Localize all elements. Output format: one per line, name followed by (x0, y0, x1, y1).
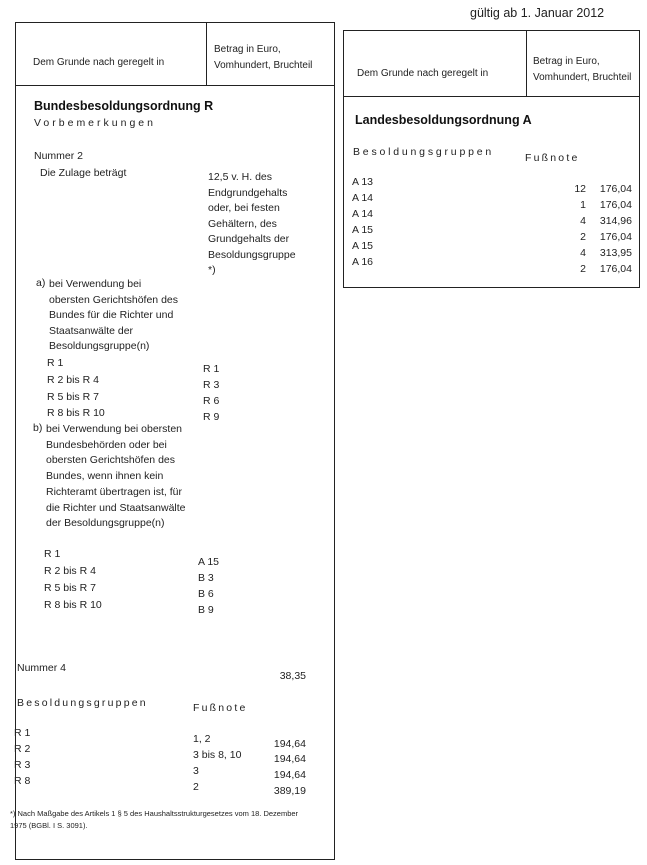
right-footnote: 4 (580, 215, 586, 227)
a-row-ref: R 1 (203, 363, 220, 375)
right-footnote: 1 (580, 199, 586, 211)
right-footnote: 2 (580, 231, 586, 243)
left-row-group: R 3 (14, 759, 31, 771)
left-table-title: Bundesbesoldungsordnung R (34, 99, 214, 113)
b-row-group: R 2 bis R 4 (44, 565, 96, 577)
right-table-header-divider (343, 96, 639, 97)
nummer4-label: Nummer 4 (17, 662, 67, 674)
left-table-column-divider (206, 22, 207, 85)
left-table-footnote: *) Nach Maßgabe des Artikels 1 § 5 des Haushaltsstrukturgesetzes vom 18. Dezember 1975 (BGBl. I S. 3091). (10, 809, 299, 830)
right-amount: 314,96 (599, 215, 632, 227)
right-header-regulated-in: Dem Grunde nach geregelt in (357, 68, 489, 79)
right-header-amount: Betrag in Euro, Vomhundert, Bruchteil (533, 56, 632, 83)
right-table-title: Landesbesoldungsordnung A (355, 113, 532, 127)
a-row-group: R 2 bis R 4 (47, 374, 99, 386)
left-header-regulated-in: Dem Grunde nach geregelt in (33, 57, 165, 68)
left-row-amount: 194,64 (273, 769, 306, 781)
left-row-amount: 194,64 (273, 753, 306, 765)
b-row-ref: B 3 (198, 572, 214, 584)
right-amount: 176,04 (599, 263, 632, 275)
a-row-group: R 5 bis R 7 (47, 391, 99, 403)
nummer2-a-marker: a) (36, 277, 46, 289)
right-footnote: 4 (580, 247, 586, 259)
right-amount: 176,04 (599, 183, 632, 195)
nummer2-intro: Die Zulage beträgt (40, 167, 127, 179)
right-group: A 15 (352, 224, 374, 236)
left-row-footnote: 1, 2 (193, 733, 211, 745)
right-group: A 16 (352, 256, 374, 268)
right-footnote-header: Fußnote (525, 152, 580, 164)
a-row-group: R 1 (47, 357, 64, 369)
b-row-ref: B 9 (198, 604, 214, 616)
nummer2-a-text: bei Verwendung bei obersten Gerichtshöfen des Bundes für die Richter und Staatsanwälte der Besoldungsgruppe(n) (49, 278, 178, 352)
a-row-ref: R 6 (203, 395, 220, 407)
right-table-column-divider (526, 30, 527, 96)
right-group: A 13 (352, 176, 374, 188)
a-row-ref: R 3 (203, 379, 220, 391)
left-row-amount: 389,19 (273, 785, 306, 797)
right-footnote: 2 (580, 263, 586, 275)
a-row-group: R 8 bis R 10 (47, 407, 105, 419)
left-table-subtitle: Vorbemerkungen (34, 117, 156, 129)
b-row-group: R 8 bis R 10 (44, 599, 102, 611)
right-groups-header: Besoldungsgruppen (353, 146, 495, 158)
left-row-group: R 1 (14, 727, 31, 739)
right-amount: 313,95 (599, 247, 632, 259)
right-group: A 15 (352, 240, 374, 252)
left-groups-header: Besoldungsgruppen (17, 697, 148, 709)
b-row-group: R 5 bis R 7 (44, 582, 96, 594)
b-row-ref: B 6 (198, 588, 214, 600)
b-row-group: R 1 (44, 548, 61, 560)
left-row-footnote: 3 (193, 765, 199, 777)
right-group: A 14 (352, 208, 374, 220)
b-row-ref: A 15 (198, 556, 220, 568)
left-row-amount: 194,64 (273, 738, 306, 750)
nummer2-amount-text: 12,5 v. H. des Endgrundgehalts oder, bei festen Gehältern, des Grundgehalts der Besoldungsgruppe *) (208, 171, 296, 276)
nummer2-b-text: bei Verwendung bei obersten Bundesbehörden oder bei obersten Gerichtshöfen des Bundes, wenn ihnen kein Richteramt übertragen ist, für die Richter und Staatsanwälte der Besoldungsgruppe(n) (46, 423, 186, 530)
left-header-amount: Betrag in Euro, Vomhundert, Bruchteil (214, 44, 313, 71)
left-table-header-divider (15, 85, 334, 86)
left-row-footnote: 3 bis 8, 10 (193, 749, 242, 761)
right-amount: 176,04 (599, 231, 632, 243)
left-row-footnote: 2 (193, 781, 199, 793)
right-footnote: 12 (574, 183, 586, 195)
left-row-group: R 8 (14, 775, 31, 787)
nummer4-amount: 38,35 (279, 670, 306, 682)
right-group: A 14 (352, 192, 374, 204)
left-footnote-header: Fußnote (193, 702, 248, 714)
right-amount: 176,04 (599, 199, 632, 211)
nummer2-b-marker: b) (33, 422, 43, 434)
a-row-ref: R 9 (203, 411, 220, 423)
left-row-group: R 2 (14, 743, 31, 755)
validity-date: gültig ab 1. Januar 2012 (470, 6, 605, 20)
nummer2-label: Nummer 2 (34, 150, 84, 162)
